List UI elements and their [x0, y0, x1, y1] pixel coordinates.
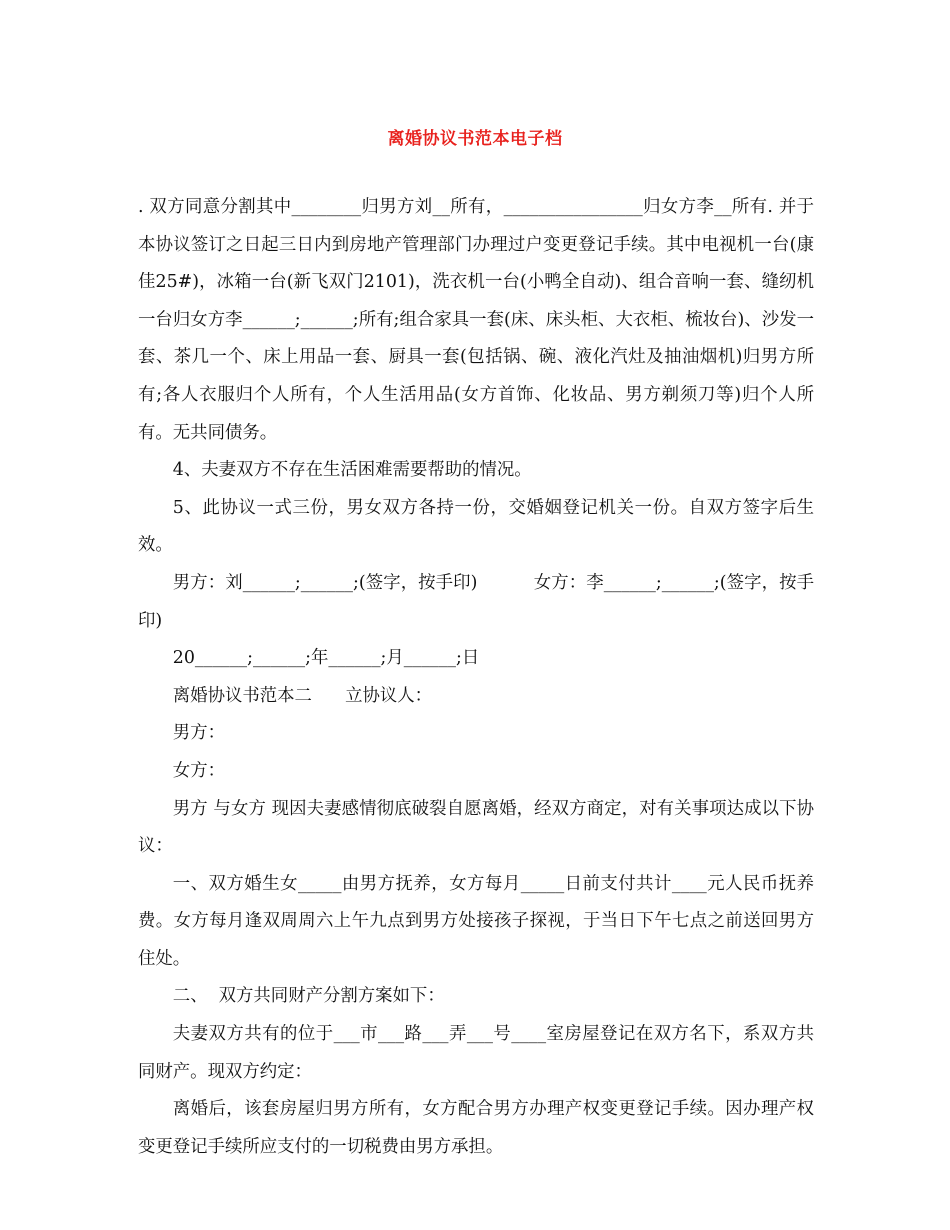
- paragraph-agreement-intro: 男方 与女方 现因夫妻感情彻底破裂自愿离婚，经双方商定，对有关事项达成以下协议：: [138, 798, 814, 857]
- paragraph-item-5: 5、此协议一式三份，男女双方各持一份，交婚姻登记机关一份。自双方签字后生效。: [138, 497, 814, 556]
- paragraph-item-4: 4、夫妻双方不存在生活困难需要帮助的情况。: [172, 460, 532, 481]
- paragraph-party-male: 男方：: [172, 723, 225, 744]
- paragraph-date: 20______;______;年______;月______;日: [172, 648, 480, 669]
- document-body: [138, 189, 814, 1166]
- paragraph-house-ownership: 夫妻双方共有的位于___市___路___弄___号____室房屋登记在双方名下，系双方共同财产。现双方约定：: [138, 1024, 814, 1082]
- paragraph-template-2-heading: 离婚协议书范本二 立协议人：: [172, 685, 433, 706]
- paragraph-child-custody: 一、双方婚生女_____由男方抚养，女方每月_____日前支付共计____元人民币抚养费。女方每月逢双周周六上午九点到男方处接孩子探视，于当日下午七点之前送回男方住处。: [138, 873, 814, 969]
- paragraph-signatures: 男方：刘______;______;(签字，按手印) 女方：李______;______;(签字，按手印): [138, 572, 814, 631]
- document-title: 离婚协议书范本电子档: [387, 129, 563, 149]
- paragraph-party-female: 女方：: [172, 760, 225, 781]
- paragraph-property-division: . 双方同意分割其中________归男方刘__所有，________________归女方李__所有. 并于本协议签订之日起三日内到房地产管理部门办理过户变更登记手续。其中电视机一台(康佳25#)，冰箱一台(新飞双门2101)，洗衣机一台(小鸭全自动)、组合音响一套、缝纫机一台归女方李______;______;所有;组合家具一套(床、床头柜、大衣柜、梳妆台)、沙发一套、茶几一个、床上用品一套、厨具一套(包括锅、碗、液化汽灶及抽油烟机)归男方所有;各人衣服归个人所有，个人生活用品(女方首饰、化妆品、男方剃须刀等)归个人所有。无共同债务。: [138, 197, 814, 443]
- paragraph-property-heading: 二、 双方共同财产分割方案如下：: [172, 986, 445, 1007]
- paragraph-house-transfer: 离婚后，该套房屋归男方所有，女方配合男方办理产权变更登记手续。因办理产权变更登记手续所应支付的一切税费由男方承担。: [138, 1099, 814, 1157]
